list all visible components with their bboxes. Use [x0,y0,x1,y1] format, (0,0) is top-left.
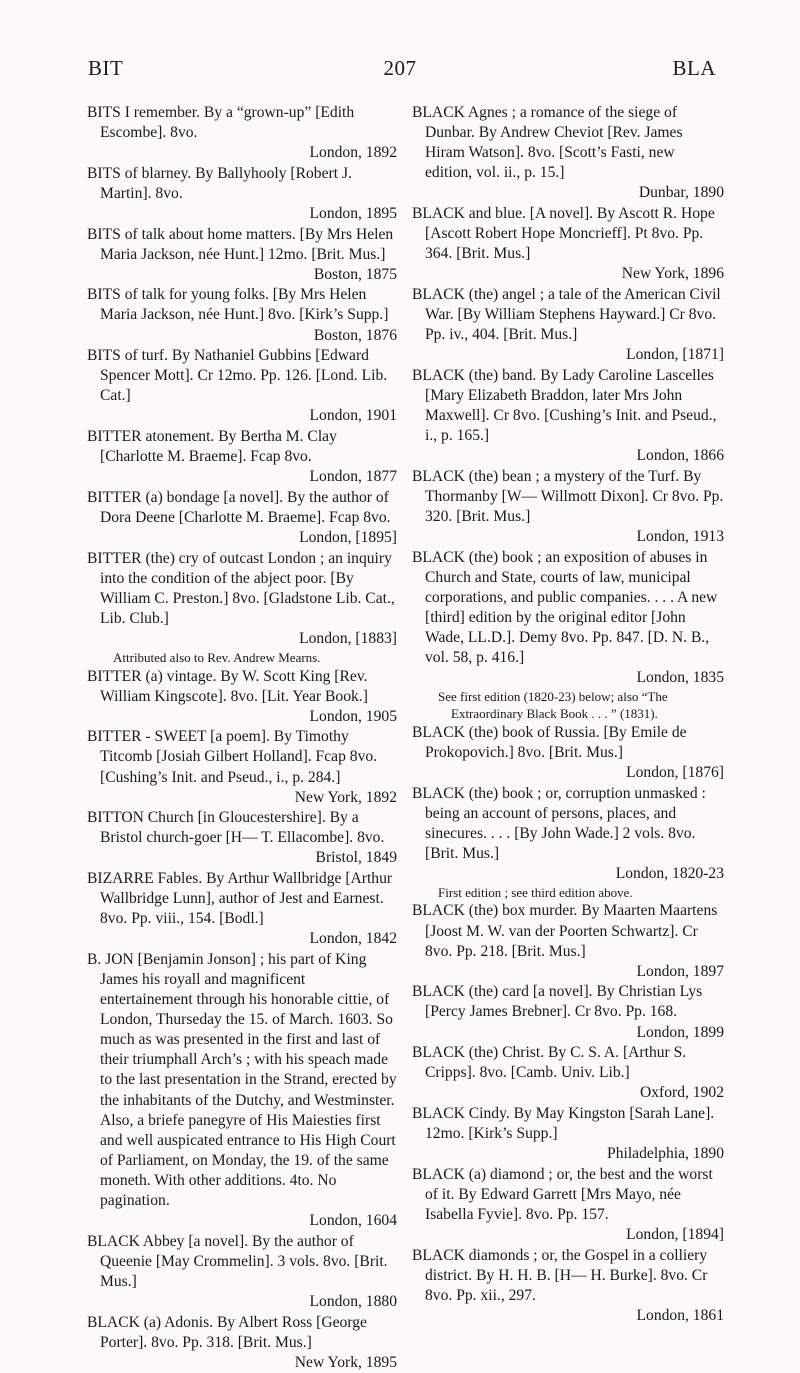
entry-text: B. JON [Benjamin Jonson] ; his part of King James his royall and magnificent entertainement through his honorable cittie, of London, Thurseday the 15. of March. 1603. So much as was presented in the first and last of their triumphall Arch’s ; with his speach made to the last presentation in the Strand, erected by the inhabitants of the Dutchy, and Westminster. Also, a briefe panegyre of His Maiesties first and well auspicated entrance to His High Court of Parliament, on Monday, the 19. of the same moneth. With other additions. 4to. No pagination. [87,950,397,1209]
entry-text: BLACK Cindy. By May Kingston [Sarah Lane]. 12mo. [Kirk’s Supp.] [412,1104,715,1142]
catalogue-entry [87,808,397,868]
entry-text: BLACK (the) book ; an exposition of abuses in Church and State, courts of law, municipal corporations, and public companies. . . . A new [third] edition by the original editor [John Wade, LL.D.]. Demy 8vo. Pp. 847. [D. N. B., vol. 58, p. 416.] [412,548,718,667]
right-column [412,103,724,1326]
catalogue-entry [87,488,397,548]
entry-text: BLACK (a) Adonis. By Albert Ross [George Porter]. 8vo. Pp. 318. [Brit. Mus.] [87,1313,367,1351]
catalogue-entry [412,784,724,901]
entry-note: Attributed also to Rev. Andrew Mearns. [113,650,321,666]
running-head-right: BLA [672,56,716,80]
entry-text: BLACK diamonds ; or, the Gospel in a colliery district. By H. H. B. [H— H. Burke]. 8vo. Cr 8vo. Pp. xii., 297. [412,1246,708,1304]
entry-imprint: London, 1861 [636,1306,724,1324]
catalogue-entry [412,1043,724,1103]
entry-imprint: London, 1895 [309,204,397,222]
entry-text: BITTER atonement. By Bertha M. Clay [Charlotte M. Braeme]. Fcap 8vo. [87,428,337,466]
catalogue-entry [87,667,397,727]
entry-imprint: London, 1877 [309,468,397,486]
catalogue-entry [412,467,724,547]
entry-text: BIZARRE Fables. By Arthur Wallbridge [Arthur Wallbridge Lunn], author of Jest and Earnest. 8vo. Pp. viii., 154. [Bodl.] [87,869,393,928]
catalogue-entry [87,164,397,224]
entry-note: First edition ; see third edition above. [438,884,633,900]
entry-imprint: London, 1604 [309,1212,397,1230]
entry-imprint: New York, 1896 [621,265,724,283]
entry-imprint: London, 1842 [309,930,397,948]
entry-text: BLACK (the) Christ. By C. S. A. [Arthur S. Cripps]. 8vo. [Camb. Univ. Lib.] [412,1044,687,1082]
catalogue-entry [87,950,397,1231]
catalogue-entry [412,723,724,783]
catalogue-entry [412,204,724,284]
entry-text: BLACK (the) angel ; a tale of the American Civil War. [By William Stephens Hayward.] Cr 8vo. Pp. iv., 404. [Brit. Mus.] [412,285,721,344]
entry-imprint: London, 1901 [309,407,397,425]
entry-text: BITTER (a) bondage [a novel]. By the author of Dora Deene [Charlotte M. Braeme]. Fcap 8vo. [87,488,391,526]
left-column [87,103,397,1373]
entry-imprint: Boston, 1876 [313,326,397,344]
entry-text: BITS of turf. By Nathaniel Gubbins [Edward Spencer Mott]. Cr 12mo. Pp. 126. [Lond. Lib. Cat.] [87,347,388,405]
entry-text: BLACK (the) card [a novel]. By Christian Lys [Percy James Brebner]. Cr 8vo. Pp. 168. [412,983,703,1021]
entry-text: BLACK (the) band. By Lady Caroline Lascelles [Mary Elizabeth Braddon, later Mrs John Maxwell]. Cr 8vo. [Cushing’s Init. and Pseud., i., p. 165.] [412,366,717,444]
catalogue-entry [412,1246,724,1326]
entry-text: BLACK Agnes ; a romance of the siege of Dunbar. By Andrew Cheviot [Rev. James Hiram Watson]. 8vo. [Scott’s Fasti, new edition, vol. ii., p. 15.] [412,104,683,182]
catalogue-entry [87,103,397,163]
entry-imprint: Oxford, 1902 [639,1084,724,1102]
entry-text: BLACK (the) book of Russia. [By Emile de Prokopovich.] 8vo. [Brit. Mus.] [412,723,687,761]
catalogue-entry [87,285,397,345]
entry-imprint: Boston, 1875 [313,265,397,283]
entry-text: BITTER (the) cry of outcast London ; an inquiry into the condition of the abject poor. [By William C. Preston.] 8vo. [Gladstone Lib. Cat., Lib. Club.] [87,549,395,627]
catalogue-entry [87,427,397,487]
entry-text: BLACK (a) diamond ; or, the best and the worst of it. By Edward Garrett [Mrs Mayo, née Isabella Fyvie]. 8vo. Pp. 157. [412,1165,713,1223]
entry-imprint: London, 1820-23 [615,864,724,882]
catalogue-entry [412,1104,724,1164]
catalogue-entry [87,727,397,807]
catalogue-entry [87,1232,397,1312]
entry-text: BITS I remember. By a “grown-up” [Edith Escombe]. 8vo. [87,104,355,142]
entry-text: BLACK (the) bean ; a mystery of the Turf. By Thormanby [W— Willmott Dixon]. Cr 8vo. Pp. 320. [Brit. Mus.] [412,467,724,525]
entry-text: BITTON Church [in Gloucestershire]. By a Bristol church-goer [H— T. Ellacombe]. 8vo. [87,809,385,847]
catalogue-entry [412,366,724,466]
entry-imprint: London, 1835 [636,669,724,687]
catalogue-entry [87,346,397,426]
entry-imprint: London, 1897 [636,962,724,980]
entry-imprint: Philadelphia, 1890 [607,1145,724,1163]
catalogue-entry [412,901,724,981]
catalogue-entry [87,1313,397,1373]
catalogue-entry [87,549,397,666]
entry-imprint: London, 1892 [309,144,397,162]
entry-imprint: London, [1894] [626,1225,724,1243]
entry-note: See first edition (1820-23) below; also “The Extraordinary Black Book . . . ” (1831). [438,689,668,722]
catalogue-entry [412,103,724,203]
page-number: 207 [383,56,417,80]
entry-text: BLACK and blue. [A novel]. By Ascott R. Hope [Ascott Robert Hope Moncrieff]. Pt 8vo. Pp. 364. [Brit. Mus.] [412,204,715,263]
entry-text: BITS of talk for young folks. [By Mrs Helen Maria Jackson, née Hunt.] 8vo. [Kirk’s Supp.] [87,286,389,324]
entry-imprint: New York, 1895 [294,1353,397,1371]
entry-imprint: London, [1883] [299,629,397,647]
entry-imprint: Dunbar, 1890 [638,184,724,202]
catalogue-entry [412,982,724,1042]
catalogue-entry [412,1165,724,1245]
entry-imprint: London, 1905 [309,707,397,725]
entry-imprint: London, 1899 [636,1023,724,1041]
entry-text: BITS of blarney. By Ballyhooly [Robert J. Martin]. 8vo. [87,164,352,202]
entry-imprint: London, [1895] [299,528,397,546]
catalogue-entry [412,548,724,723]
entry-imprint: London, 1866 [636,447,724,465]
catalogue-entry [87,869,397,949]
entry-imprint: London, 1913 [636,527,724,545]
entry-imprint: London, [1876] [626,763,724,781]
entry-imprint: New York, 1892 [294,788,397,806]
entry-imprint: London, [1871] [626,346,724,364]
entry-text: BLACK (the) box murder. By Maarten Maartens [Joost M. W. van der Poorten Schwartz]. Cr 8vo. Pp. 218. [Brit. Mus.] [412,902,718,960]
entry-text: BITTER (a) vintage. By W. Scott King [Rev. William Kingscote]. 8vo. [Lit. Year Book.] [87,667,368,705]
entry-text: BITTER - SWEET [a poem]. By Timothy Titcomb [Josiah Gilbert Holland]. Fcap 8vo. [Cushing’s Init. and Pseud., i., p. 284.] [87,728,378,786]
catalogue-entry [412,285,724,365]
entry-text: BITS of talk about home matters. [By Mrs Helen Maria Jackson, née Hunt.] 12mo. [Brit. Mus.] [87,225,394,263]
entry-text: BLACK Abbey [a novel]. By the author of Queenie [May Crommelin]. 3 vols. 8vo. [Brit. Mus.] [87,1232,388,1290]
entry-text: BLACK (the) book ; or, corruption unmasked : being an account of persons, places, and sinecures. . . . [By John Wade.] 2 vols. 8vo. [Brit. Mus.] [412,784,706,862]
entry-imprint: Bristol, 1849 [315,849,397,867]
catalogue-entry [87,225,397,285]
running-head-left: BIT [88,56,124,80]
entry-imprint: London, 1880 [309,1292,397,1310]
